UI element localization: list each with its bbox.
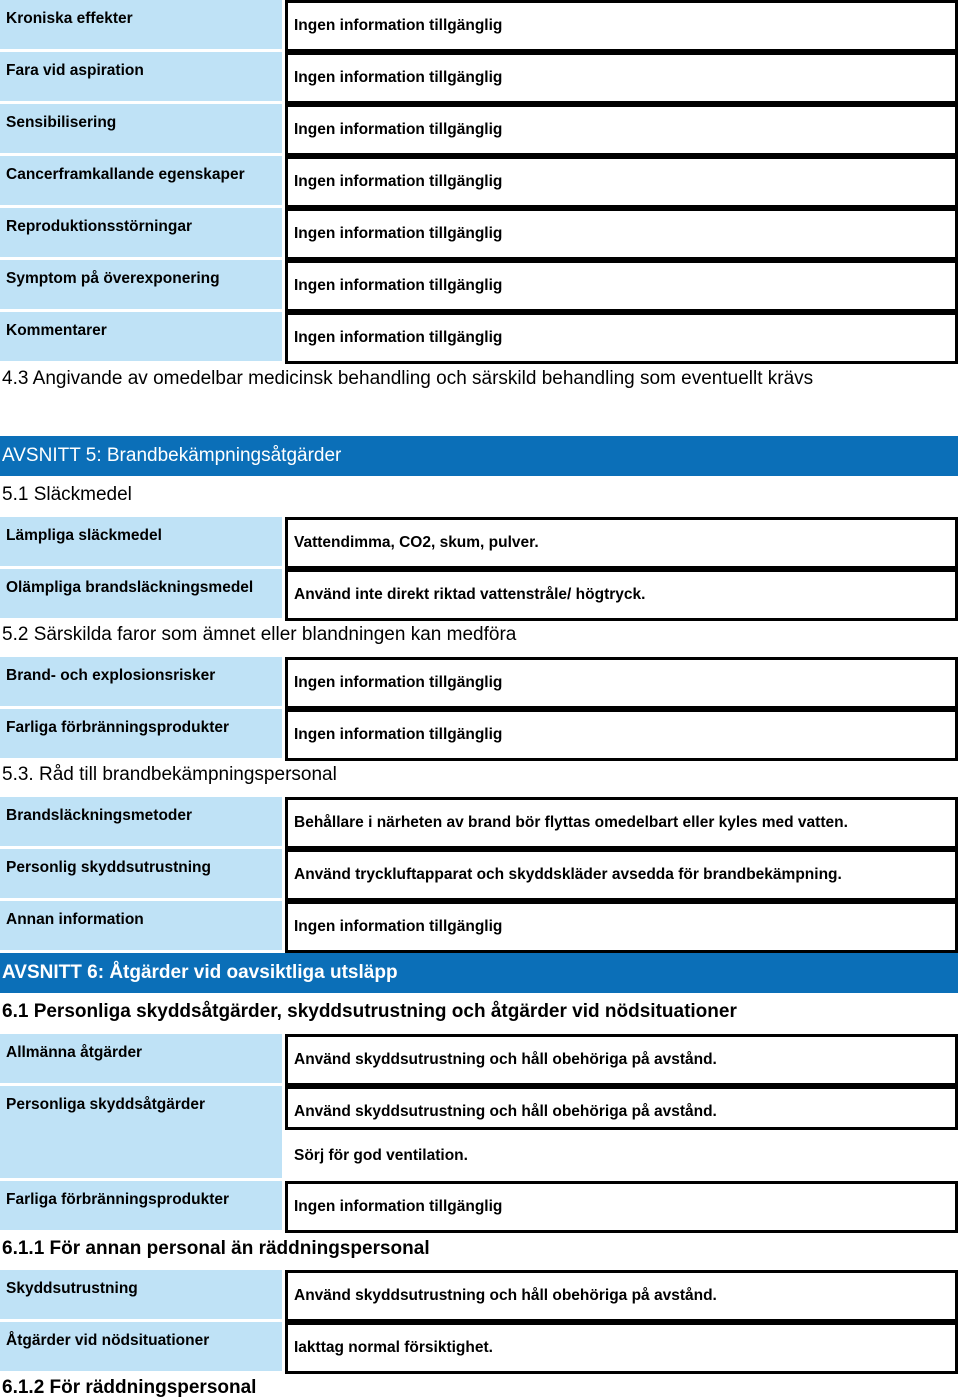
row-value-reproduktion: Ingen information tillgänglig [285, 208, 958, 260]
heading-4-3: 4.3 Angivande av omedelbar medicinsk behandling och särskild behandling som eventuellt krävs [2, 368, 814, 389]
row-value-lampliga: Vattendimma, CO2, skum, pulver. [285, 517, 958, 569]
row-value-skyddsutrustning-5: Använd tryckluftapparat och skyddskläder avsedda för brandbekämpning. [285, 849, 958, 901]
row-label-reproduktion: Reproduktionsstörningar [0, 208, 282, 257]
row-value-brandslackning: Behållare i närheten av brand bör flyttas omedelbart eller kyles med vatten. [285, 797, 958, 849]
heading-5-1: 5.1 Släckmedel [2, 484, 132, 505]
row-label-allmanna: Allmänna åtgärder [0, 1034, 282, 1083]
row-label-farliga-6: Farliga förbränningsprodukter [0, 1181, 282, 1230]
row-label-kommentarer: Kommentarer [0, 312, 282, 361]
row-value-sensibilisering: Ingen information tillgänglig [285, 104, 958, 156]
row-label-aspiration: Fara vid aspiration [0, 52, 282, 101]
row-value-personliga-2: Sörj för god ventilation. [285, 1133, 958, 1178]
row-value-olampliga: Använd inte direkt riktad vattenstråle/ högtryck. [285, 569, 958, 621]
row-label-farliga-5: Farliga förbränningsprodukter [0, 709, 282, 758]
row-label-kroniska: Kroniska effekter [0, 0, 282, 49]
row-label-symptom: Symptom på överexponering [0, 260, 282, 309]
row-label-nodsituationer: Åtgärder vid nödsituationer [0, 1322, 282, 1371]
row-value-kroniska: Ingen information tillgänglig [285, 0, 958, 52]
row-value-farliga-5: Ingen information tillgänglig [285, 709, 958, 761]
row-value-symptom: Ingen information tillgänglig [285, 260, 958, 312]
section-6-title: AVSNITT 6: Åtgärder vid oavsiktliga utsläpp [0, 953, 958, 993]
row-label-lampliga: Lämpliga släckmedel [0, 517, 282, 566]
row-label-personliga: Personliga skyddsåtgärder [0, 1086, 282, 1178]
heading-5-2: 5.2 Särskilda faror som ämnet eller blandningen kan medföra [2, 624, 517, 645]
heading-6-1-2: 6.1.2 För räddningspersonal [2, 1377, 257, 1398]
row-label-brand-explosion: Brand- och explosionsrisker [0, 657, 282, 706]
row-label-cancer: Cancerframkallande egenskaper [0, 156, 282, 205]
row-value-personliga-1: Använd skyddsutrustning och håll obehöriga på avstånd. [285, 1086, 958, 1130]
section-5-title: AVSNITT 5: Brandbekämpningsåtgärder [0, 436, 958, 476]
row-value-aspiration: Ingen information tillgänglig [285, 52, 958, 104]
row-label-skyddsutrustning-5: Personlig skyddsutrustning [0, 849, 282, 898]
row-value-brand-explosion: Ingen information tillgänglig [285, 657, 958, 709]
row-value-cancer: Ingen information tillgänglig [285, 156, 958, 208]
row-label-annan: Annan information [0, 901, 282, 950]
row-label-sensibilisering: Sensibilisering [0, 104, 282, 153]
row-value-skyddsutrustning-6: Använd skyddsutrustning och håll obehöriga på avstånd. [285, 1270, 958, 1322]
row-value-nodsituationer: Iakttag normal försiktighet. [285, 1322, 958, 1374]
row-value-farliga-6: Ingen information tillgänglig [285, 1181, 958, 1233]
row-label-olampliga: Olämpliga brandsläckningsmedel [0, 569, 282, 618]
row-label-skyddsutrustning-6: Skyddsutrustning [0, 1270, 282, 1319]
row-value-kommentarer: Ingen information tillgänglig [285, 312, 958, 364]
heading-6-1-1: 6.1.1 För annan personal än räddningspersonal [2, 1238, 430, 1259]
heading-6-1: 6.1 Personliga skyddsåtgärder, skyddsutrustning och åtgärder vid nödsituationer [2, 1001, 737, 1022]
row-value-annan: Ingen information tillgänglig [285, 901, 958, 953]
row-value-allmanna: Använd skyddsutrustning och håll obehöriga på avstånd. [285, 1034, 958, 1086]
row-label-brandslackning: Brandsläckningsmetoder [0, 797, 282, 846]
heading-5-3: 5.3. Råd till brandbekämpningspersonal [2, 764, 337, 785]
